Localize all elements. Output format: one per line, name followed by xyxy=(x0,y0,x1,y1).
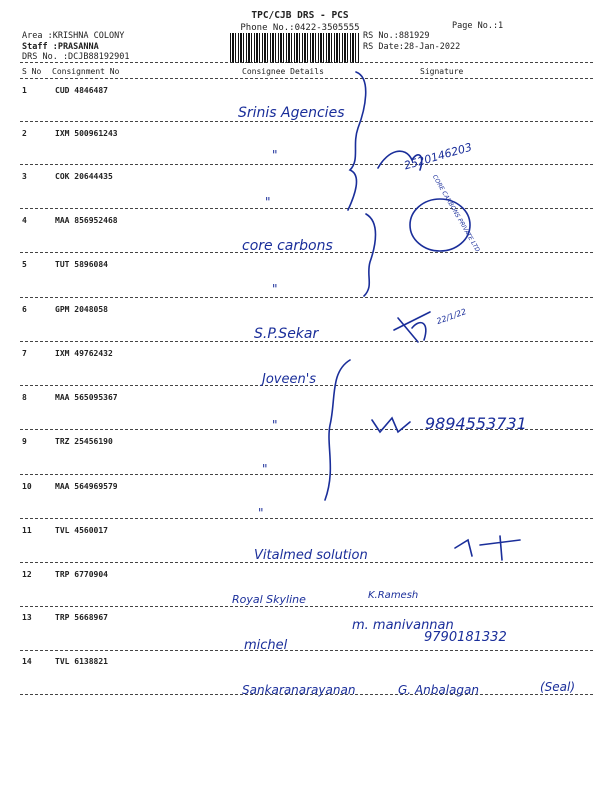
brace-1 xyxy=(348,72,366,210)
row-sno: 11 xyxy=(22,526,32,535)
document-header xyxy=(230,10,370,34)
row-consignment: TRZ 25456190 xyxy=(55,437,113,446)
consignee-srinis: Srinis Agencies xyxy=(238,105,345,121)
phone-manivannan: 9790181332 xyxy=(424,630,507,645)
sig-seal: (Seal) xyxy=(540,680,576,694)
area-label: Area :KRISHNA COLONY xyxy=(22,31,125,41)
row-sno: 2 xyxy=(22,129,27,138)
page-number: Page No.:1 xyxy=(452,21,504,31)
col-consignee: Consignee Details xyxy=(242,67,324,76)
row-sno: 5 xyxy=(22,260,27,269)
ditto-mark: " xyxy=(272,282,278,296)
row-consignment: MAA 856952468 xyxy=(55,216,118,225)
row-consignment: MAA 564969579 xyxy=(55,482,118,491)
consignee-royal: Royal Skyline xyxy=(232,593,306,606)
scribble-4 xyxy=(455,536,520,560)
row-sno: 8 xyxy=(22,393,27,402)
row-sno: 4 xyxy=(22,216,27,225)
row-sno: 14 xyxy=(22,657,32,666)
row-divider xyxy=(20,164,593,165)
sig-ramesh: K.Ramesh xyxy=(368,590,419,601)
row-divider xyxy=(20,518,593,519)
row-sno: 12 xyxy=(22,570,32,579)
sig-anbalagan: G. Anbalagan xyxy=(398,683,479,697)
consignee-michel: michel xyxy=(244,638,288,653)
consignee-core: core carbons xyxy=(242,238,333,254)
drs-number: DRS No. :DCJB88192901 xyxy=(22,52,130,62)
scribble-2 xyxy=(394,312,430,342)
sig-date: 22/1/22 xyxy=(435,306,468,327)
rs-date: RS Date:28-Jan-2022 xyxy=(363,41,461,52)
row-consignment: TRP 5668967 xyxy=(55,613,108,622)
header-right xyxy=(363,31,460,52)
row-divider xyxy=(20,606,593,607)
sig-number: 2520146203 xyxy=(402,140,474,173)
row-sno: 7 xyxy=(22,349,27,358)
row-sno: 6 xyxy=(22,305,27,314)
row-sno: 3 xyxy=(22,172,27,181)
row-divider xyxy=(20,297,593,298)
col-consignment: Consignment No xyxy=(52,67,120,76)
row-consignment: TVL 4560017 xyxy=(55,526,108,535)
barcode xyxy=(230,33,360,63)
ditto-mark: " xyxy=(262,462,268,476)
col-signature: Signature xyxy=(420,67,464,76)
row-consignment: COK 20644435 xyxy=(55,172,113,181)
col-sno: S No xyxy=(22,67,42,76)
consignee-sekar: S.P.Sekar xyxy=(254,326,319,342)
ditto-mark: " xyxy=(272,418,278,432)
header-divider xyxy=(20,62,593,63)
row-consignment: CUD 4846487 xyxy=(55,86,108,95)
row-consignment: TUT 5896084 xyxy=(55,260,108,269)
row-consignment: MAA 565095367 xyxy=(55,393,118,402)
column-divider xyxy=(20,78,593,79)
phone-joveens: 9894553731 xyxy=(425,414,527,433)
ditto-mark: " xyxy=(272,148,278,162)
row-sno: 1 xyxy=(22,86,27,95)
row-sno: 9 xyxy=(22,437,27,446)
brace-2 xyxy=(364,214,376,296)
document-title: TPC/CJB DRS - PCS xyxy=(251,10,349,21)
consignee-sankara: Sankaranarayanan xyxy=(242,683,356,697)
row-consignment: TRP 6770904 xyxy=(55,570,108,579)
row-consignment: GPM 2048058 xyxy=(55,305,108,314)
row-consignment: TVL 6138821 xyxy=(55,657,108,666)
brace-3 xyxy=(325,360,350,500)
row-sno: 13 xyxy=(22,613,32,622)
sig-manivannan: m. manivannan xyxy=(352,618,454,633)
row-consignment: IXM 49762432 xyxy=(55,349,113,358)
row-divider xyxy=(20,474,593,475)
row-sno: 10 xyxy=(22,482,32,491)
ditto-mark: " xyxy=(265,195,271,209)
row-divider xyxy=(20,121,593,122)
stamp-text: CORE CARBONS PRIVATE LTD xyxy=(430,173,481,254)
row-consignment: IXM 500961243 xyxy=(55,129,118,138)
staff-label: Staff :PRASANNA xyxy=(22,41,99,52)
consignee-joveens: Joveen's xyxy=(262,372,317,387)
header-left xyxy=(22,31,129,63)
row-divider xyxy=(20,208,593,209)
ditto-mark: " xyxy=(258,506,264,520)
row-divider xyxy=(20,650,593,651)
rs-number: RS No.:881929 xyxy=(363,31,430,41)
consignee-vital: Vitalmed solution xyxy=(254,548,368,563)
phone-number: Phone No.:0422-3505555 xyxy=(240,23,360,33)
